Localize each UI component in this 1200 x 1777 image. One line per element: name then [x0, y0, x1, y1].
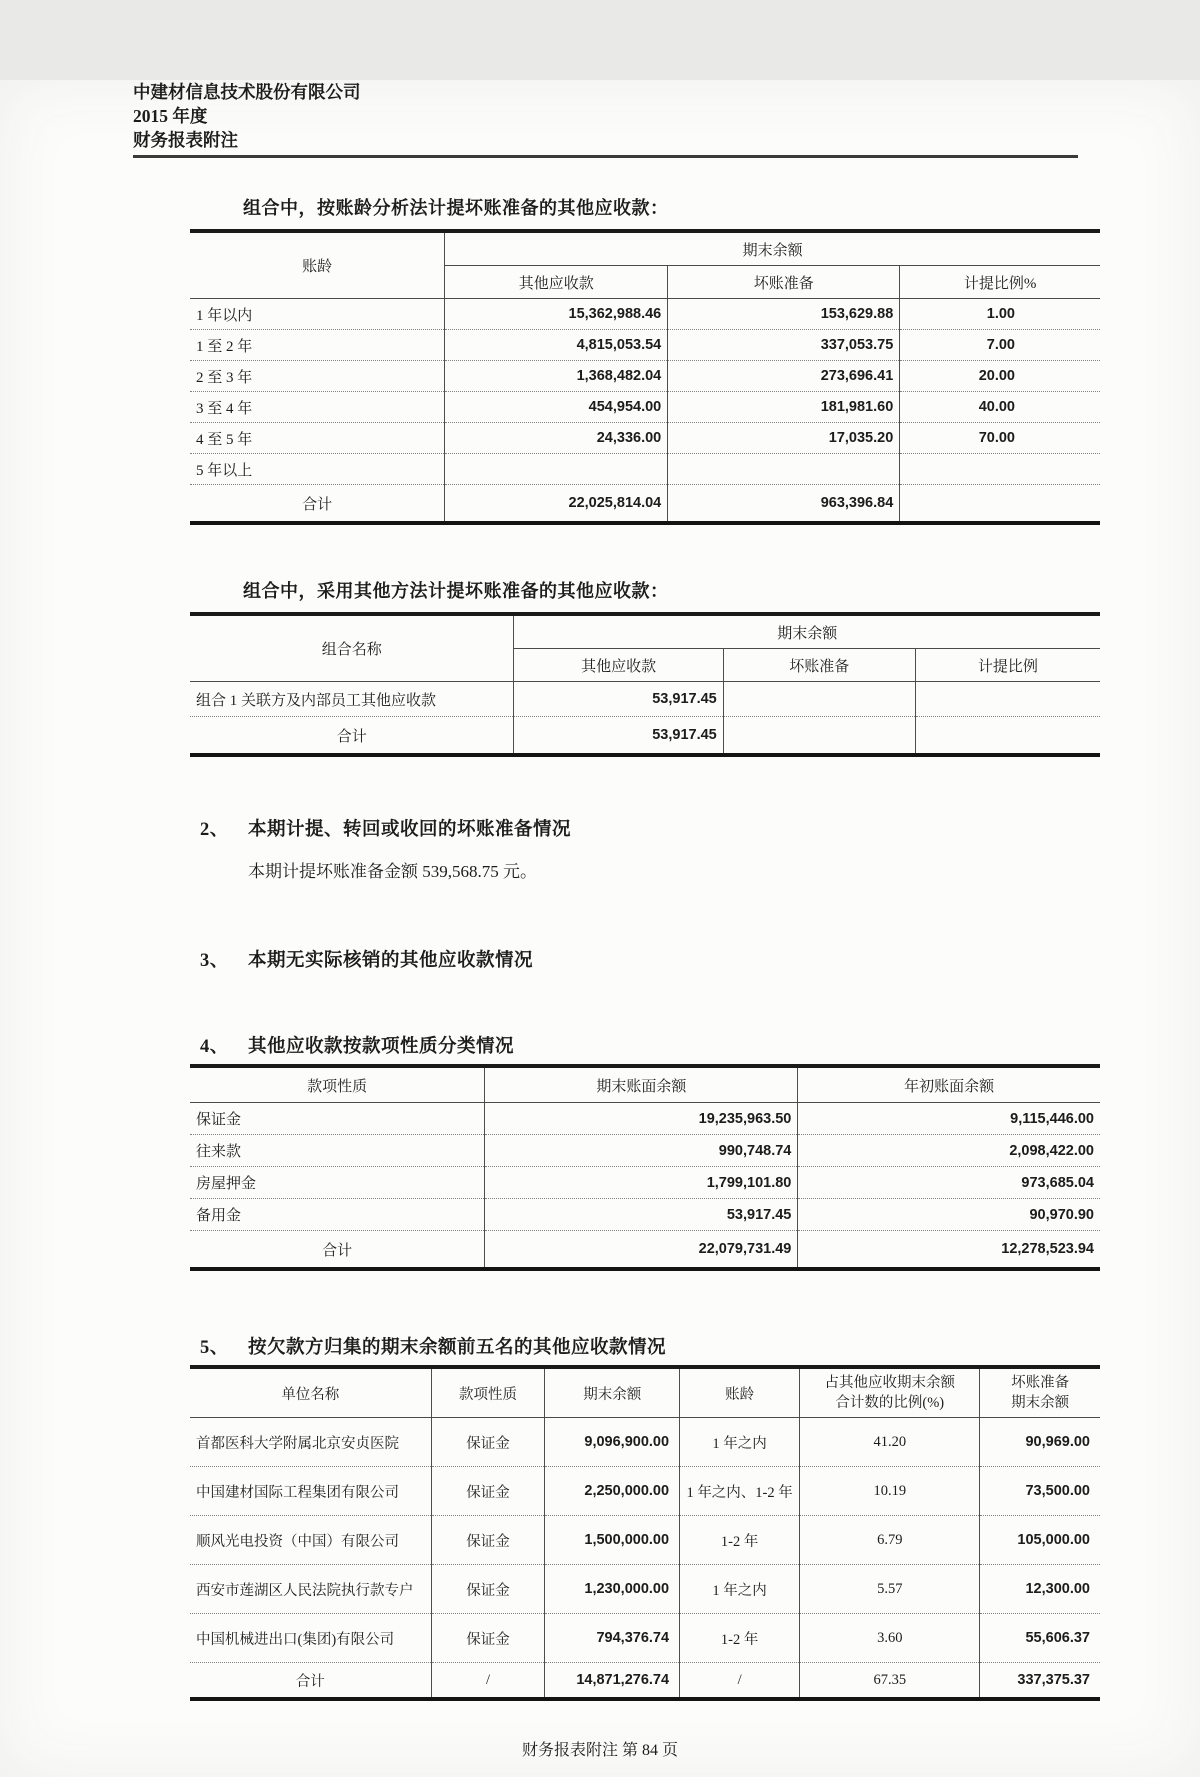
table-row: [190, 454, 1100, 485]
table-cell: 保证金: [431, 1467, 545, 1516]
table-row: [190, 1467, 1100, 1516]
table-total-row: [190, 717, 1100, 756]
table-header-cell: 年初账面余额: [798, 1066, 1100, 1103]
table-cell: 15,362,988.46: [445, 299, 668, 330]
table-row: [190, 1367, 1100, 1418]
table-cell: [723, 717, 915, 756]
table-cell: 14,871,276.74: [545, 1663, 680, 1700]
table-cell: 973,685.04: [798, 1167, 1100, 1199]
table-header-cell: 其他应收款: [514, 649, 723, 682]
company-name: 中建材信息技术股份有限公司: [133, 82, 361, 102]
table-cell: 保证金: [431, 1565, 545, 1614]
table-header-cell: 款项性质: [190, 1066, 485, 1103]
table-cell: 70.00: [900, 423, 1100, 454]
table-header-cell: 期末账面余额: [485, 1066, 798, 1103]
table-row: [190, 1565, 1100, 1614]
table-cell: 备用金: [190, 1199, 485, 1231]
table-cell: 顺风光电投资（中国）有限公司: [190, 1516, 431, 1565]
table-cell: [915, 717, 1100, 756]
section-number: 3、: [200, 951, 229, 971]
table-header-cell: [800, 1367, 980, 1418]
table-header-cell: 期末余额: [445, 231, 1100, 266]
table-row: [190, 1135, 1100, 1167]
table-cell: 保证金: [431, 1516, 545, 1565]
document-page: [0, 80, 1200, 1777]
table-header-cell: 款项性质: [431, 1367, 545, 1418]
table-row: [190, 682, 1100, 717]
table-cell: 保证金: [431, 1614, 545, 1663]
section-2-paragraph: [248, 857, 1200, 882]
header-line: 合计数的比例(%): [835, 1395, 945, 1411]
table-header-cell: [980, 1367, 1100, 1418]
doc-title: 财务报表附注: [133, 130, 238, 150]
table-cell: 1 年以内: [190, 299, 445, 330]
table-cell: 53,917.45: [514, 717, 723, 756]
table-cell: 中国建材国际工程集团有限公司: [190, 1467, 431, 1516]
table-cell: 中国机械进出口(集团)有限公司: [190, 1614, 431, 1663]
table-cell: 153,629.88: [668, 299, 900, 330]
table-cell: 9,115,446.00: [798, 1103, 1100, 1135]
table-cell: 保证金: [190, 1103, 485, 1135]
table-cell: 40.00: [900, 392, 1100, 423]
table-cell: 17,035.20: [668, 423, 900, 454]
table-cell: 12,300.00: [980, 1565, 1100, 1614]
table-header-cell: 单位名称: [190, 1367, 431, 1418]
table-cell: 1,500,000.00: [545, 1516, 680, 1565]
table-cell: 合计: [295, 1673, 325, 1690]
table-cell: 合计: [322, 1242, 353, 1259]
table-cell: 990,748.74: [485, 1135, 798, 1167]
table-header-cell: 计提比例: [915, 649, 1100, 682]
table-cell: 3.60: [800, 1614, 980, 1663]
table-cell: 24,336.00: [445, 423, 668, 454]
table-cell: [900, 485, 1100, 524]
table-cell: 53,917.45: [514, 682, 723, 717]
table-cell: 19,235,963.50: [485, 1103, 798, 1135]
table-cell: 3 至 4 年: [190, 392, 445, 423]
table-cell: [900, 454, 1100, 485]
table-row: [190, 1167, 1100, 1199]
table-cell: 1 年之内: [680, 1565, 800, 1614]
table-cell: 房屋押金: [190, 1167, 485, 1199]
table-cell: 1 年之内、1-2 年: [680, 1467, 800, 1516]
table-cell: 105,000.00: [980, 1516, 1100, 1565]
section-3-heading: [200, 946, 1200, 972]
section-2-heading: [200, 815, 1200, 841]
page-footer: 财务报表附注 第 84 页: [521, 1742, 678, 1759]
table-cell: 2,250,000.00: [545, 1467, 680, 1516]
table-row: [190, 361, 1100, 392]
section-5-heading: [200, 1333, 1200, 1359]
table-cell: 181,981.60: [668, 392, 900, 423]
table-cell: 往来款: [190, 1135, 485, 1167]
table-total-row: [190, 1663, 1100, 1700]
table-header-cell: 计提比例%: [900, 266, 1100, 299]
table-cell: 963,396.84: [668, 485, 900, 524]
table-row: [190, 1614, 1100, 1663]
section-number: 4、: [200, 1037, 229, 1057]
table-cell: 90,969.00: [980, 1418, 1100, 1467]
table-total-row: [190, 1231, 1100, 1270]
table-header-cell: 坏账准备: [668, 266, 900, 299]
table-header-cell: 账龄: [190, 231, 445, 299]
table-cell: 1-2 年: [680, 1516, 800, 1565]
table-row: [190, 1066, 1100, 1103]
table-cell: 41.20: [800, 1418, 980, 1467]
table-cell: [668, 454, 900, 485]
table-cell: /: [431, 1663, 545, 1700]
table-cell: 337,375.37: [980, 1663, 1100, 1700]
table-row: [190, 1418, 1100, 1467]
table-cell: 首都医科大学附属北京安贞医院: [190, 1418, 431, 1467]
table-row: [190, 330, 1100, 361]
table-cell: 9,096,900.00: [545, 1418, 680, 1467]
table-cell: 20.00: [900, 361, 1100, 392]
aging-table-title: 组合中，按账龄分析法计提坏账准备的其他应收款：: [243, 198, 669, 219]
table-row: [190, 423, 1100, 454]
table-cell: 10.19: [800, 1467, 980, 1516]
table-row: [190, 299, 1100, 330]
table-row: [190, 1516, 1100, 1565]
table-cell: [723, 682, 915, 717]
section-title: 其他应收款按款项性质分类情况: [248, 1036, 515, 1057]
table-row: [190, 614, 1100, 649]
nature-classification-table: [190, 1064, 1100, 1271]
table-cell: 2,098,422.00: [798, 1135, 1100, 1167]
table-header-cell: 坏账准备: [723, 649, 915, 682]
table-cell: 2 至 3 年: [190, 361, 445, 392]
table-cell: 67.35: [800, 1663, 980, 1700]
table-cell: 保证金: [431, 1418, 545, 1467]
table-cell: 1 至 2 年: [190, 330, 445, 361]
table-cell: 794,376.74: [545, 1614, 680, 1663]
other-method-table: [190, 612, 1100, 757]
header-line: 期末余额: [1011, 1395, 1070, 1411]
section-title: 按欠款方归集的期末余额前五名的其他应收款情况: [248, 1337, 667, 1358]
table-cell: 55,606.37: [980, 1614, 1100, 1663]
table-cell: 1,230,000.00: [545, 1565, 680, 1614]
table-header-cell: 组合名称: [190, 614, 514, 682]
table-cell: 5.57: [800, 1565, 980, 1614]
table-cell: 1,799,101.80: [485, 1167, 798, 1199]
table-cell: 12,278,523.94: [798, 1231, 1100, 1270]
table-cell: 6.79: [800, 1516, 980, 1565]
table-cell: 4,815,053.54: [445, 330, 668, 361]
table-cell: 454,954.00: [445, 392, 668, 423]
section-4-heading: [200, 1032, 1200, 1058]
paragraph-text: 本期计提坏账准备金额 539,568.75 元。: [248, 862, 537, 881]
section-number: 2、: [200, 820, 229, 840]
table-cell: 53,917.45: [485, 1199, 798, 1231]
table-row: [190, 231, 1100, 266]
table-cell: 22,079,731.49: [485, 1231, 798, 1270]
top5-debtors-table: [190, 1365, 1100, 1701]
table-cell: 1.00: [900, 299, 1100, 330]
section-title: 本期计提、转回或收回的坏账准备情况: [248, 819, 572, 840]
header-line: 占其他应收期末余额: [824, 1375, 955, 1391]
table-row: [190, 1103, 1100, 1135]
table-cell: 1-2 年: [680, 1614, 800, 1663]
table-cell: [445, 454, 668, 485]
table-header-cell: 期末余额: [545, 1367, 680, 1418]
table-total-row: [190, 485, 1100, 524]
other-method-table-title: 组合中，采用其他方法计提坏账准备的其他应收款：: [243, 581, 669, 602]
table-cell: /: [680, 1663, 800, 1700]
section-title: 本期无实际核销的其他应收款情况: [248, 950, 534, 971]
table-cell: 合计: [302, 496, 333, 513]
table-cell: 组合 1 关联方及内部员工其他应收款: [190, 682, 514, 717]
table-cell: 1 年之内: [680, 1418, 800, 1467]
header-line: 坏账准备: [1011, 1375, 1070, 1391]
table-cell: 4 至 5 年: [190, 423, 445, 454]
table-cell: 73,500.00: [980, 1467, 1100, 1516]
table-row: [190, 392, 1100, 423]
table-cell: 7.00: [900, 330, 1100, 361]
table-cell: 22,025,814.04: [445, 485, 668, 524]
table-cell: 合计: [336, 728, 367, 745]
fiscal-year: 2015 年度: [133, 106, 208, 126]
table-cell: 273,696.41: [668, 361, 900, 392]
table-header-cell: 其他应收款: [445, 266, 668, 299]
table-cell: 90,970.90: [798, 1199, 1100, 1231]
table-cell: 337,053.75: [668, 330, 900, 361]
table-cell: 5 年以上: [190, 454, 445, 485]
section-number: 5、: [200, 1338, 229, 1358]
document-header: [133, 80, 1078, 158]
table-cell: 西安市莲湖区人民法院执行款专户: [190, 1565, 431, 1614]
table-row: [190, 1199, 1100, 1231]
aging-analysis-table: [190, 229, 1100, 525]
table-header-cell: 账龄: [680, 1367, 800, 1418]
table-cell: [915, 682, 1100, 717]
table-header-cell: 期末余额: [514, 614, 1100, 649]
table-cell: 1,368,482.04: [445, 361, 668, 392]
